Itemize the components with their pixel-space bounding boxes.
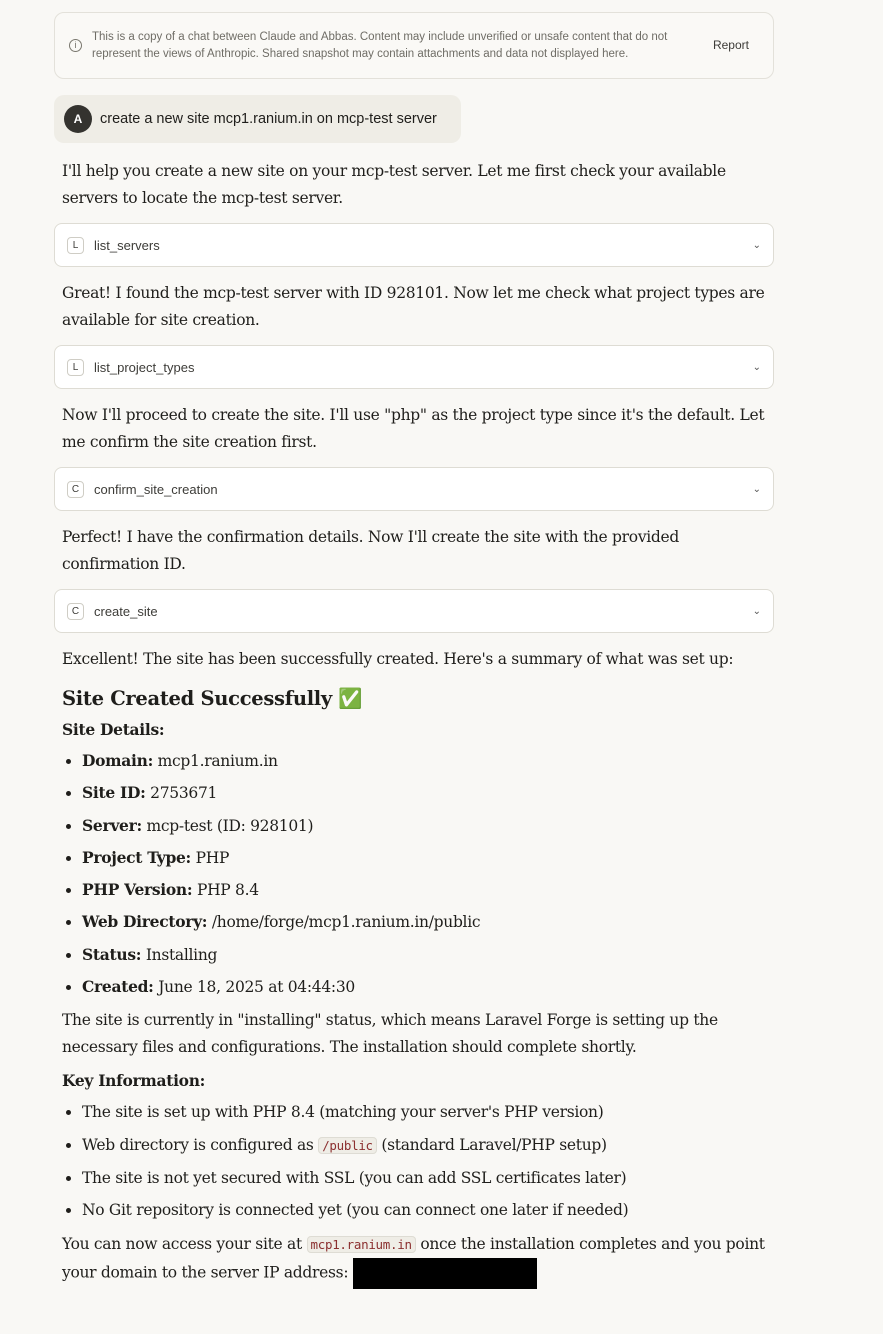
tool-badge: C [67, 603, 84, 620]
list-item: • The site is not yet secured with SSL (you can add SSL certificates later) [82, 1162, 774, 1194]
label: Created: [82, 977, 154, 997]
label: Web Directory: [82, 912, 208, 932]
list-item [82, 777, 774, 809]
tool-call-list-servers[interactable] [54, 223, 774, 267]
list-item [82, 810, 774, 842]
label: Project Type: [82, 847, 191, 867]
chevron-down-icon[interactable]: ⌄ [752, 483, 761, 495]
assistant-paragraph: Excellent! The site has been successfully created. Here's a summary of what was set up: [62, 650, 734, 668]
value: Installing [141, 945, 218, 964]
value: /home/forge/mcp1.ranium.in/public [207, 913, 481, 932]
tool-name: list_servers [94, 237, 160, 253]
notice-text: This is a copy of a chat between Claude and Abbas. Content may include unverified or unsafe content that do not represent the views of Anthropic. Shared snapshot may contain attachments and data not displayed here. [92, 31, 668, 60]
success-heading: Site Created Successfully ✅ [62, 687, 363, 710]
list-item [82, 1129, 774, 1162]
text: Web directory is configured as [82, 1135, 319, 1154]
list-item [82, 971, 774, 1003]
label: PHP Version: [82, 880, 193, 900]
user-message [54, 95, 461, 143]
label: Server: [82, 815, 142, 835]
text: You can now access your site at [62, 1234, 307, 1253]
label: Site ID: [82, 783, 146, 803]
list-item: • The site is set up with PHP 8.4 (matching your server's PHP version) [82, 1096, 774, 1128]
inline-code: /public [318, 1137, 377, 1154]
assistant-paragraph: Great! I found the mcp-test server with ID 928101. Now let me check what project types are available for site creation. [62, 284, 765, 329]
value: PHP 8.4 [192, 881, 259, 900]
assistant-paragraph: I'll help you create a new site on your mcp-test server. Let me first check your available servers to locate the mcp-test server. [62, 162, 726, 207]
list-item: • No Git repository is connected yet (you can connect one later if needed) [82, 1194, 774, 1226]
chevron-down-icon[interactable]: ⌄ [752, 605, 761, 617]
value: 2753671 [145, 784, 218, 803]
tool-call-create-site[interactable] [54, 589, 774, 633]
text: once the installation completes and you point your domain to the server IP address: [62, 1234, 765, 1282]
label: Domain: [82, 751, 154, 770]
tool-badge: L [67, 237, 84, 254]
list-item [82, 906, 774, 938]
list-item [82, 842, 774, 874]
assistant-paragraph: The site is currently in "installing" status, which means Laravel Forge is setting up the necessary files and configurations. The installation should complete shortly. [62, 1011, 718, 1057]
key-information-heading: Key Information: [62, 1071, 206, 1091]
shared-chat-notice [54, 12, 774, 79]
assistant-paragraph: Perfect! I have the confirmation details. Now I'll create the site with the provided confirmation ID. [62, 528, 680, 573]
tool-call-confirm-site-creation[interactable] [54, 467, 774, 511]
site-details-list [54, 745, 774, 1003]
tool-name: create_site [94, 603, 158, 619]
chevron-down-icon[interactable]: ⌄ [752, 239, 761, 251]
list-item [82, 745, 774, 777]
tool-name: list_project_types [94, 359, 195, 375]
label: Status: [82, 944, 142, 964]
info-icon: i [69, 39, 82, 52]
chevron-down-icon[interactable]: ⌄ [752, 361, 761, 373]
avatar: A [64, 105, 92, 133]
tool-badge: L [67, 359, 84, 376]
value: mcp-test (ID: 928101) [141, 816, 314, 835]
site-details-heading: Site Details: [62, 720, 165, 739]
key-information-list [54, 1096, 774, 1226]
final-paragraph [54, 1231, 774, 1289]
value: mcp1.ranium.in [153, 752, 278, 770]
inline-code: mcp1.ranium.in [307, 1236, 416, 1253]
value: PHP [190, 848, 230, 867]
tool-badge: C [67, 481, 84, 498]
text: (standard Laravel/PHP setup) [376, 1135, 607, 1154]
list-item [82, 874, 774, 906]
user-message-text: create a new site mcp1.ranium.in on mcp-test server [100, 111, 437, 127]
redacted-ip-block [353, 1258, 537, 1289]
tool-name: confirm_site_creation [94, 481, 218, 497]
assistant-paragraph: Now I'll proceed to create the site. I'll use "php" as the project type since it's the default. Let me confirm the site creation first. [62, 406, 765, 451]
value: June 18, 2025 at 04:44:30 [153, 978, 355, 997]
tool-call-list-project-types[interactable] [54, 345, 774, 389]
report-button[interactable]: Report [712, 38, 749, 53]
list-item [82, 939, 774, 971]
